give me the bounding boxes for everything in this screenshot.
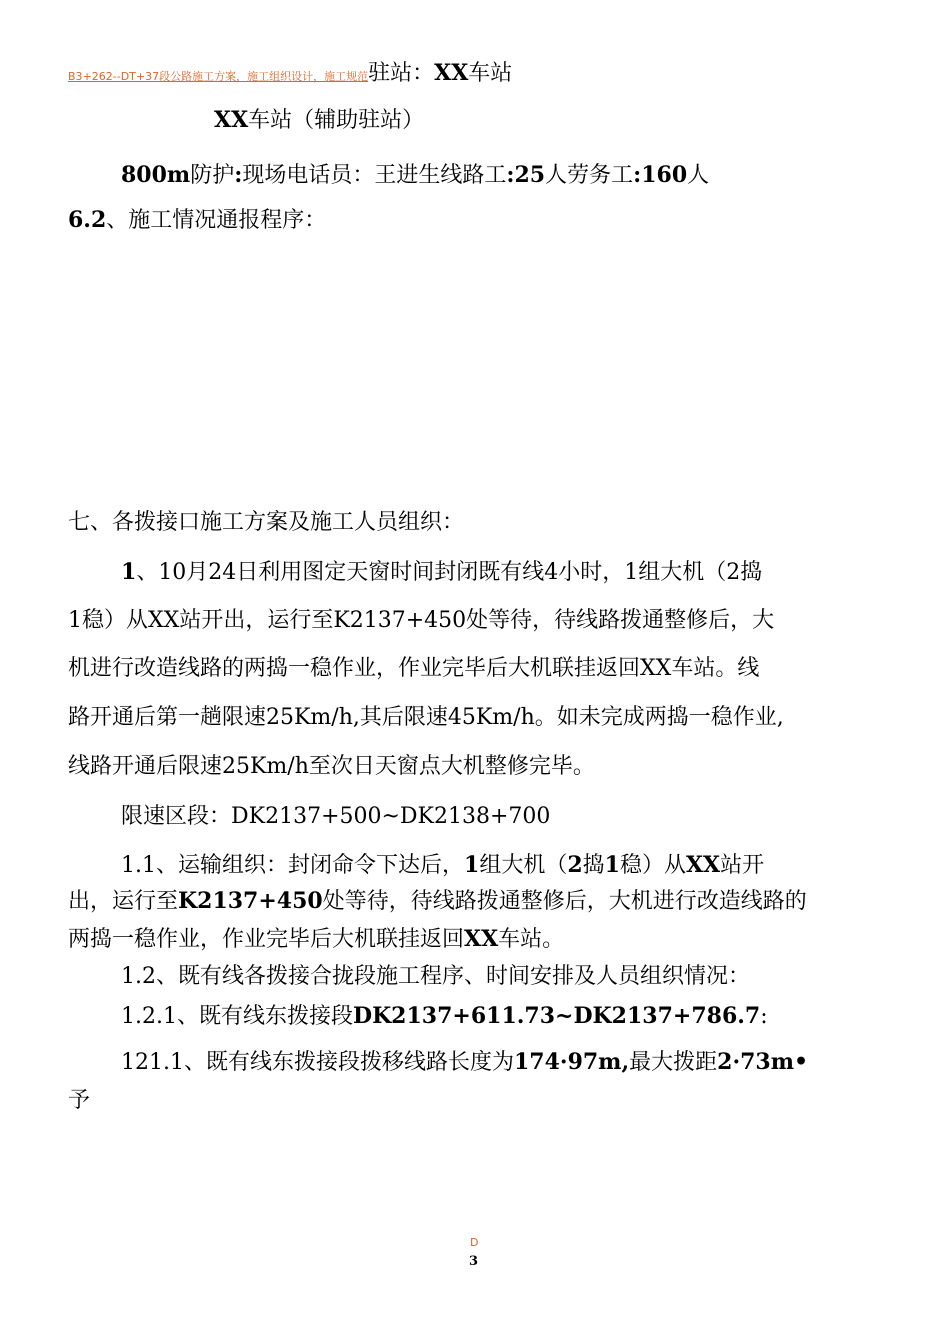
para11-text-e: 捣 [582, 853, 605, 878]
para11-line3-b: XX [464, 926, 499, 952]
para1-line2: 1稳）从XX站开出，运行至K2137+450处等待，待线路拨通整修后，大 [68, 608, 775, 633]
station-suffix: 车站 [468, 61, 513, 86]
protection-line [121, 164, 709, 187]
para1211-max-shift: 2·73m• [717, 1049, 809, 1075]
labor-worker-label: 人劳务工 [545, 163, 634, 188]
para11-line3 [68, 928, 564, 951]
protection-distance: 800m [121, 162, 191, 188]
para1-line4: 路开通后第一趟限速25Km/h,其后限速45Km/h。如未完成两捣一稳作业, [68, 705, 784, 730]
para1-number: 1 [121, 559, 137, 585]
para121-range: DK2137+611.73~DK2137+786.7 [352, 1003, 761, 1029]
para11-line3-a: 两捣一稳作业，作业完毕后大机联挂返回 [68, 927, 465, 952]
aux-station-line [214, 109, 424, 132]
footer-marker: D [470, 1236, 479, 1249]
para11-text-i: 站开 [720, 853, 765, 878]
para11-text-d: 2 [567, 852, 583, 878]
para11-text-f: 1 [604, 852, 620, 878]
para11-text-b: 1 [464, 852, 480, 878]
aux-station-xx: XX [214, 107, 249, 133]
aux-station-text: 车站（辅助驻站） [248, 108, 425, 133]
phone-operator-text: 现场电话员：王进生线路工 [242, 163, 507, 188]
para1211-length: 174·97m, [513, 1049, 630, 1075]
para11-line1 [121, 854, 764, 877]
para11-text-g: 稳）从 [619, 853, 686, 878]
para11-text-a: 1.1、运输组织：封闭命令下达后， [121, 853, 464, 878]
para11-line2-a: 出，运行至 [68, 889, 179, 914]
line-worker-count: :25 [506, 162, 546, 188]
speed-limit-section: 限速区段：DK2137+500~DK2138+700 [121, 804, 551, 829]
para1211-line2: 予 [68, 1088, 91, 1113]
para1-text-line1: 、10月24日利用图定天窗时间封闭既有线4小时，1组大机（2捣 [136, 560, 763, 585]
para121-text-a: 1.2.1、既有线东拨接段 [121, 1004, 353, 1029]
para1-line1 [121, 561, 762, 584]
protection-colon: : [234, 162, 243, 188]
para121 [121, 1005, 768, 1028]
para1211-text-a: 121.1、既有线东拨接段拨移线路长度为 [121, 1050, 514, 1075]
header-link[interactable]: B3+262--DT+37段公路施工方案，施工组织设计，施工规范 [68, 70, 369, 83]
section-6-2-text: 、施工情况通报程序： [106, 208, 327, 233]
section-6-2-number: 6.2 [68, 207, 107, 233]
para121-colon: : [760, 1004, 768, 1029]
para1-line3: 机进行改造线路的两捣一稳作业，作业完毕后大机联挂返回XX车站。线 [68, 656, 760, 681]
para11-text-c: 组大机（ [479, 853, 568, 878]
para1211-line1 [121, 1051, 808, 1074]
labor-worker-count: :160 [633, 162, 688, 188]
para11-line3-c: 车站。 [498, 927, 565, 952]
protection-label: 防护 [190, 163, 235, 188]
para1211-text-c: 最大拨距 [629, 1050, 718, 1075]
labor-worker-unit: 人 [687, 163, 710, 188]
page-number: 3 [469, 1254, 479, 1269]
para12: 1.2、既有线各拨接合拢段施工程序、时间安排及人员组织情况： [121, 964, 750, 989]
station-value: XX [434, 60, 469, 86]
section-6-2-heading [68, 209, 326, 232]
para11-text-h: XX [685, 852, 721, 878]
para11-line2-b: K2137+450 [178, 888, 323, 914]
para11-line2 [68, 890, 807, 913]
station-label: 驻站： [368, 61, 435, 86]
para1-line5: 线路开通后限速25Km/h至次日天窗点大机整修完毕。 [68, 754, 595, 779]
header-line [68, 62, 512, 85]
para11-line2-c: 处等待，待线路拨通整修后，大机进行改造线路的 [322, 889, 807, 914]
section-7-title: 七、各拨接口施工方案及施工人员组织： [68, 510, 465, 535]
